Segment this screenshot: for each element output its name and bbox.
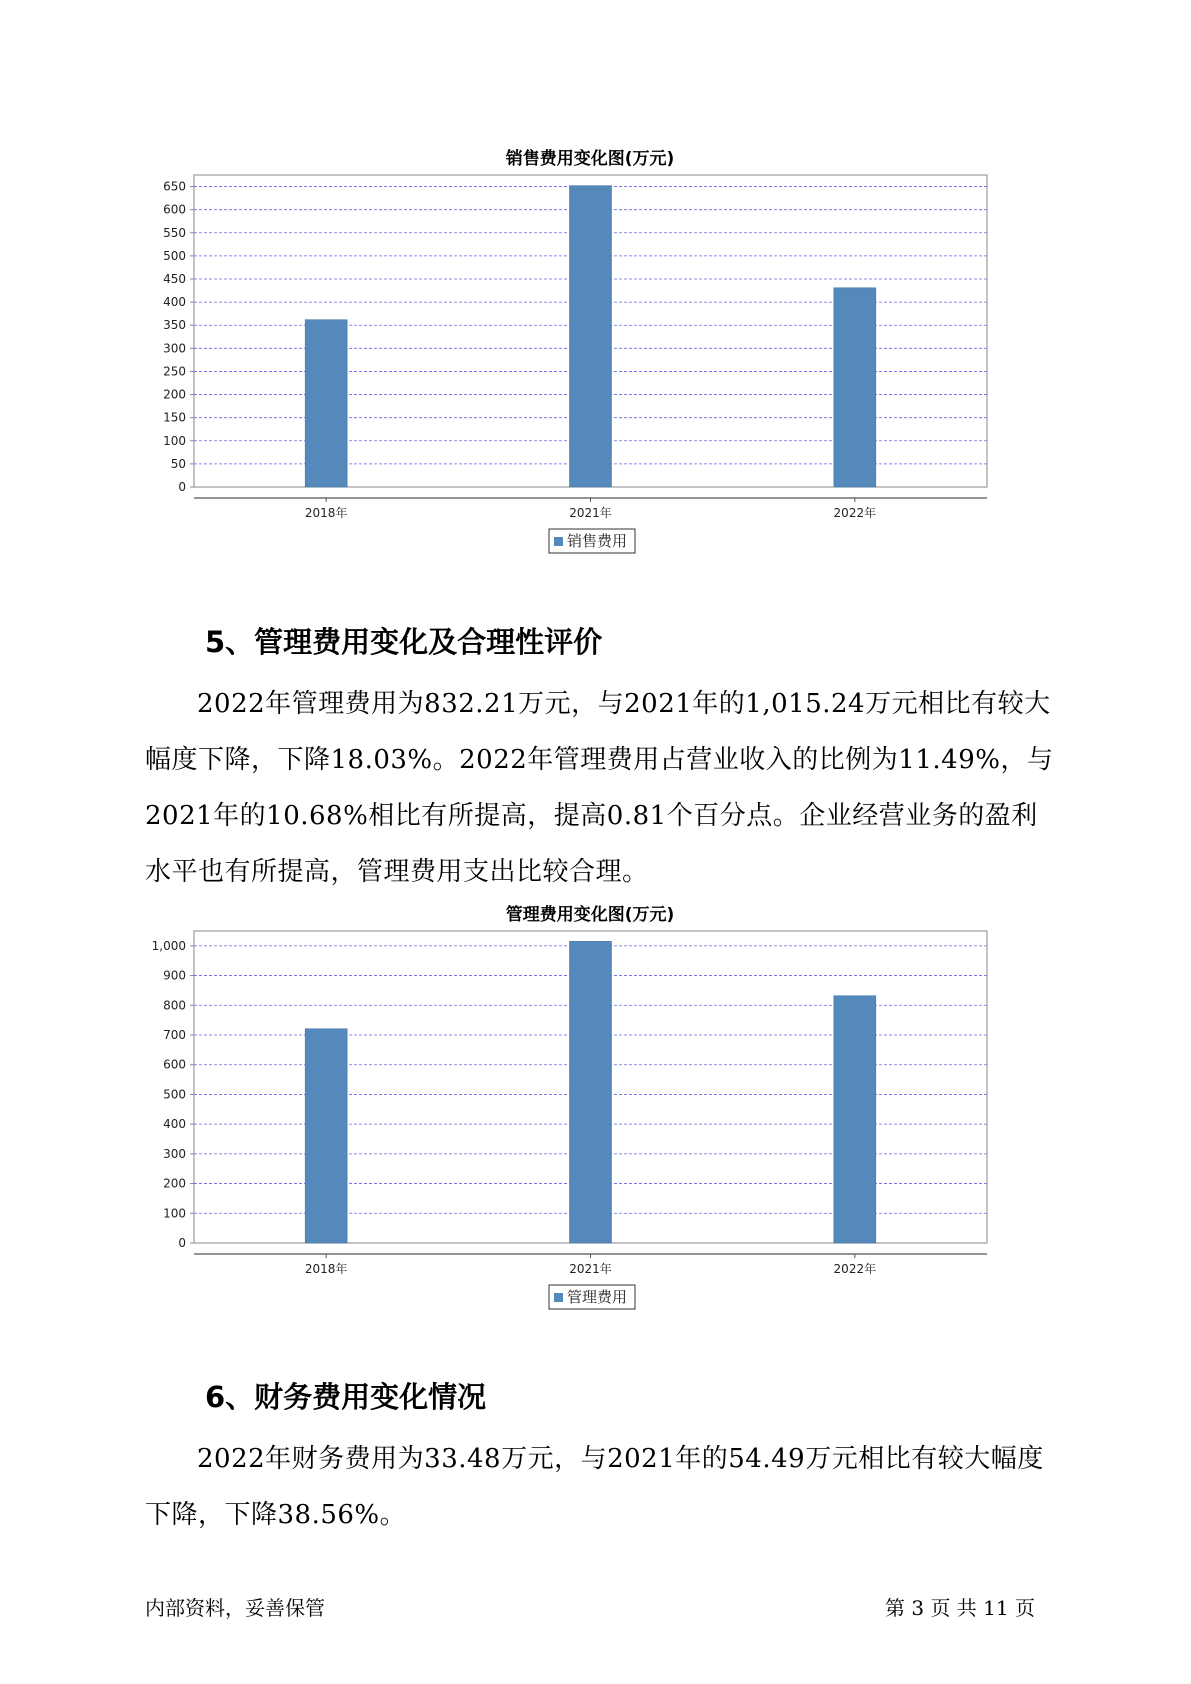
legend-swatch	[554, 537, 563, 546]
y-tick-label: 350	[163, 318, 186, 333]
y-tick-label: 500	[163, 248, 186, 263]
bar	[834, 288, 876, 487]
y-tick-label: 200	[163, 1176, 186, 1191]
y-tick-label: 450	[163, 272, 186, 286]
y-tick-label: 700	[163, 1028, 186, 1042]
x-tick-label: 2021年	[569, 1262, 612, 1276]
x-tick-label: 2018年	[304, 506, 348, 520]
y-tick-label: 200	[163, 387, 186, 402]
bar	[570, 186, 612, 487]
paragraph-line: 水平也有所提高，管理费用支出比较合理。	[145, 857, 649, 887]
paragraph-line: 2021年的10.68%相比有所提高，提高0.81个百分点。企业经营业务的盈利	[145, 801, 1038, 831]
y-tick-label: 0	[178, 480, 186, 494]
y-tick-label: 250	[163, 364, 186, 379]
section-5-heading: 5、管理费用变化及合理性评价	[205, 625, 603, 659]
x-tick-label: 2022年	[833, 1262, 877, 1276]
y-tick-label: 100	[163, 1206, 186, 1221]
y-tick-label: 1,000	[151, 938, 186, 953]
bar	[305, 1029, 347, 1243]
paragraph-line: 2022年财务费用为33.48万元，与2021年的54.49万元相比有较大幅度	[197, 1444, 1044, 1474]
bar	[570, 941, 612, 1243]
section-6-paragraph	[145, 1431, 1045, 1543]
section-6-heading: 6、财务费用变化情况	[205, 1380, 487, 1414]
y-tick-label: 500	[163, 1087, 186, 1102]
y-tick-label: 650	[163, 179, 186, 194]
chart-svg	[140, 140, 1040, 595]
y-tick-label: 400	[163, 295, 186, 310]
paragraph-line: 幅度下降，下降18.03%。2022年管理费用占营业收入的比例为11.49%，与	[145, 745, 1054, 775]
sales-expense-chart	[140, 140, 1040, 595]
y-tick-label: 0	[178, 1236, 186, 1250]
legend-label: 管理费用	[567, 1288, 628, 1306]
y-tick-label: 400	[163, 1117, 186, 1132]
paragraph-line: 2022年管理费用为832.21万元，与2021年的1,015.24万元相比有较大	[197, 689, 1051, 719]
paragraph-line: 下降，下降38.56%。	[145, 1500, 407, 1530]
y-tick-label: 550	[163, 225, 186, 240]
bar	[834, 996, 876, 1243]
admin-expense-chart	[140, 896, 1040, 1351]
chart-title: 管理费用变化图(万元)	[505, 905, 675, 925]
x-tick-label: 2021年	[569, 506, 612, 520]
y-tick-label: 300	[163, 341, 186, 356]
x-tick-label: 2018年	[304, 1262, 348, 1276]
section-5-paragraph	[145, 676, 1054, 900]
y-tick-label: 600	[163, 1057, 186, 1072]
y-tick-label: 100	[163, 433, 186, 448]
bar	[305, 320, 347, 487]
legend-swatch	[554, 1293, 563, 1302]
x-tick-label: 2022年	[833, 506, 877, 520]
y-tick-label: 600	[163, 202, 186, 217]
y-tick-label: 150	[163, 410, 186, 425]
y-tick-label: 50	[170, 456, 186, 471]
chart-svg	[140, 896, 1040, 1351]
y-tick-label: 900	[163, 968, 186, 983]
footer-confidential-note: 内部资料，妥善保管	[145, 1596, 325, 1620]
footer-page-number: 第 3 页 共 11 页	[885, 1596, 1035, 1620]
chart-title: 销售费用变化图(万元)	[505, 149, 675, 169]
legend-label: 销售费用	[567, 532, 628, 550]
y-tick-label: 300	[163, 1146, 186, 1161]
y-tick-label: 800	[163, 998, 186, 1013]
